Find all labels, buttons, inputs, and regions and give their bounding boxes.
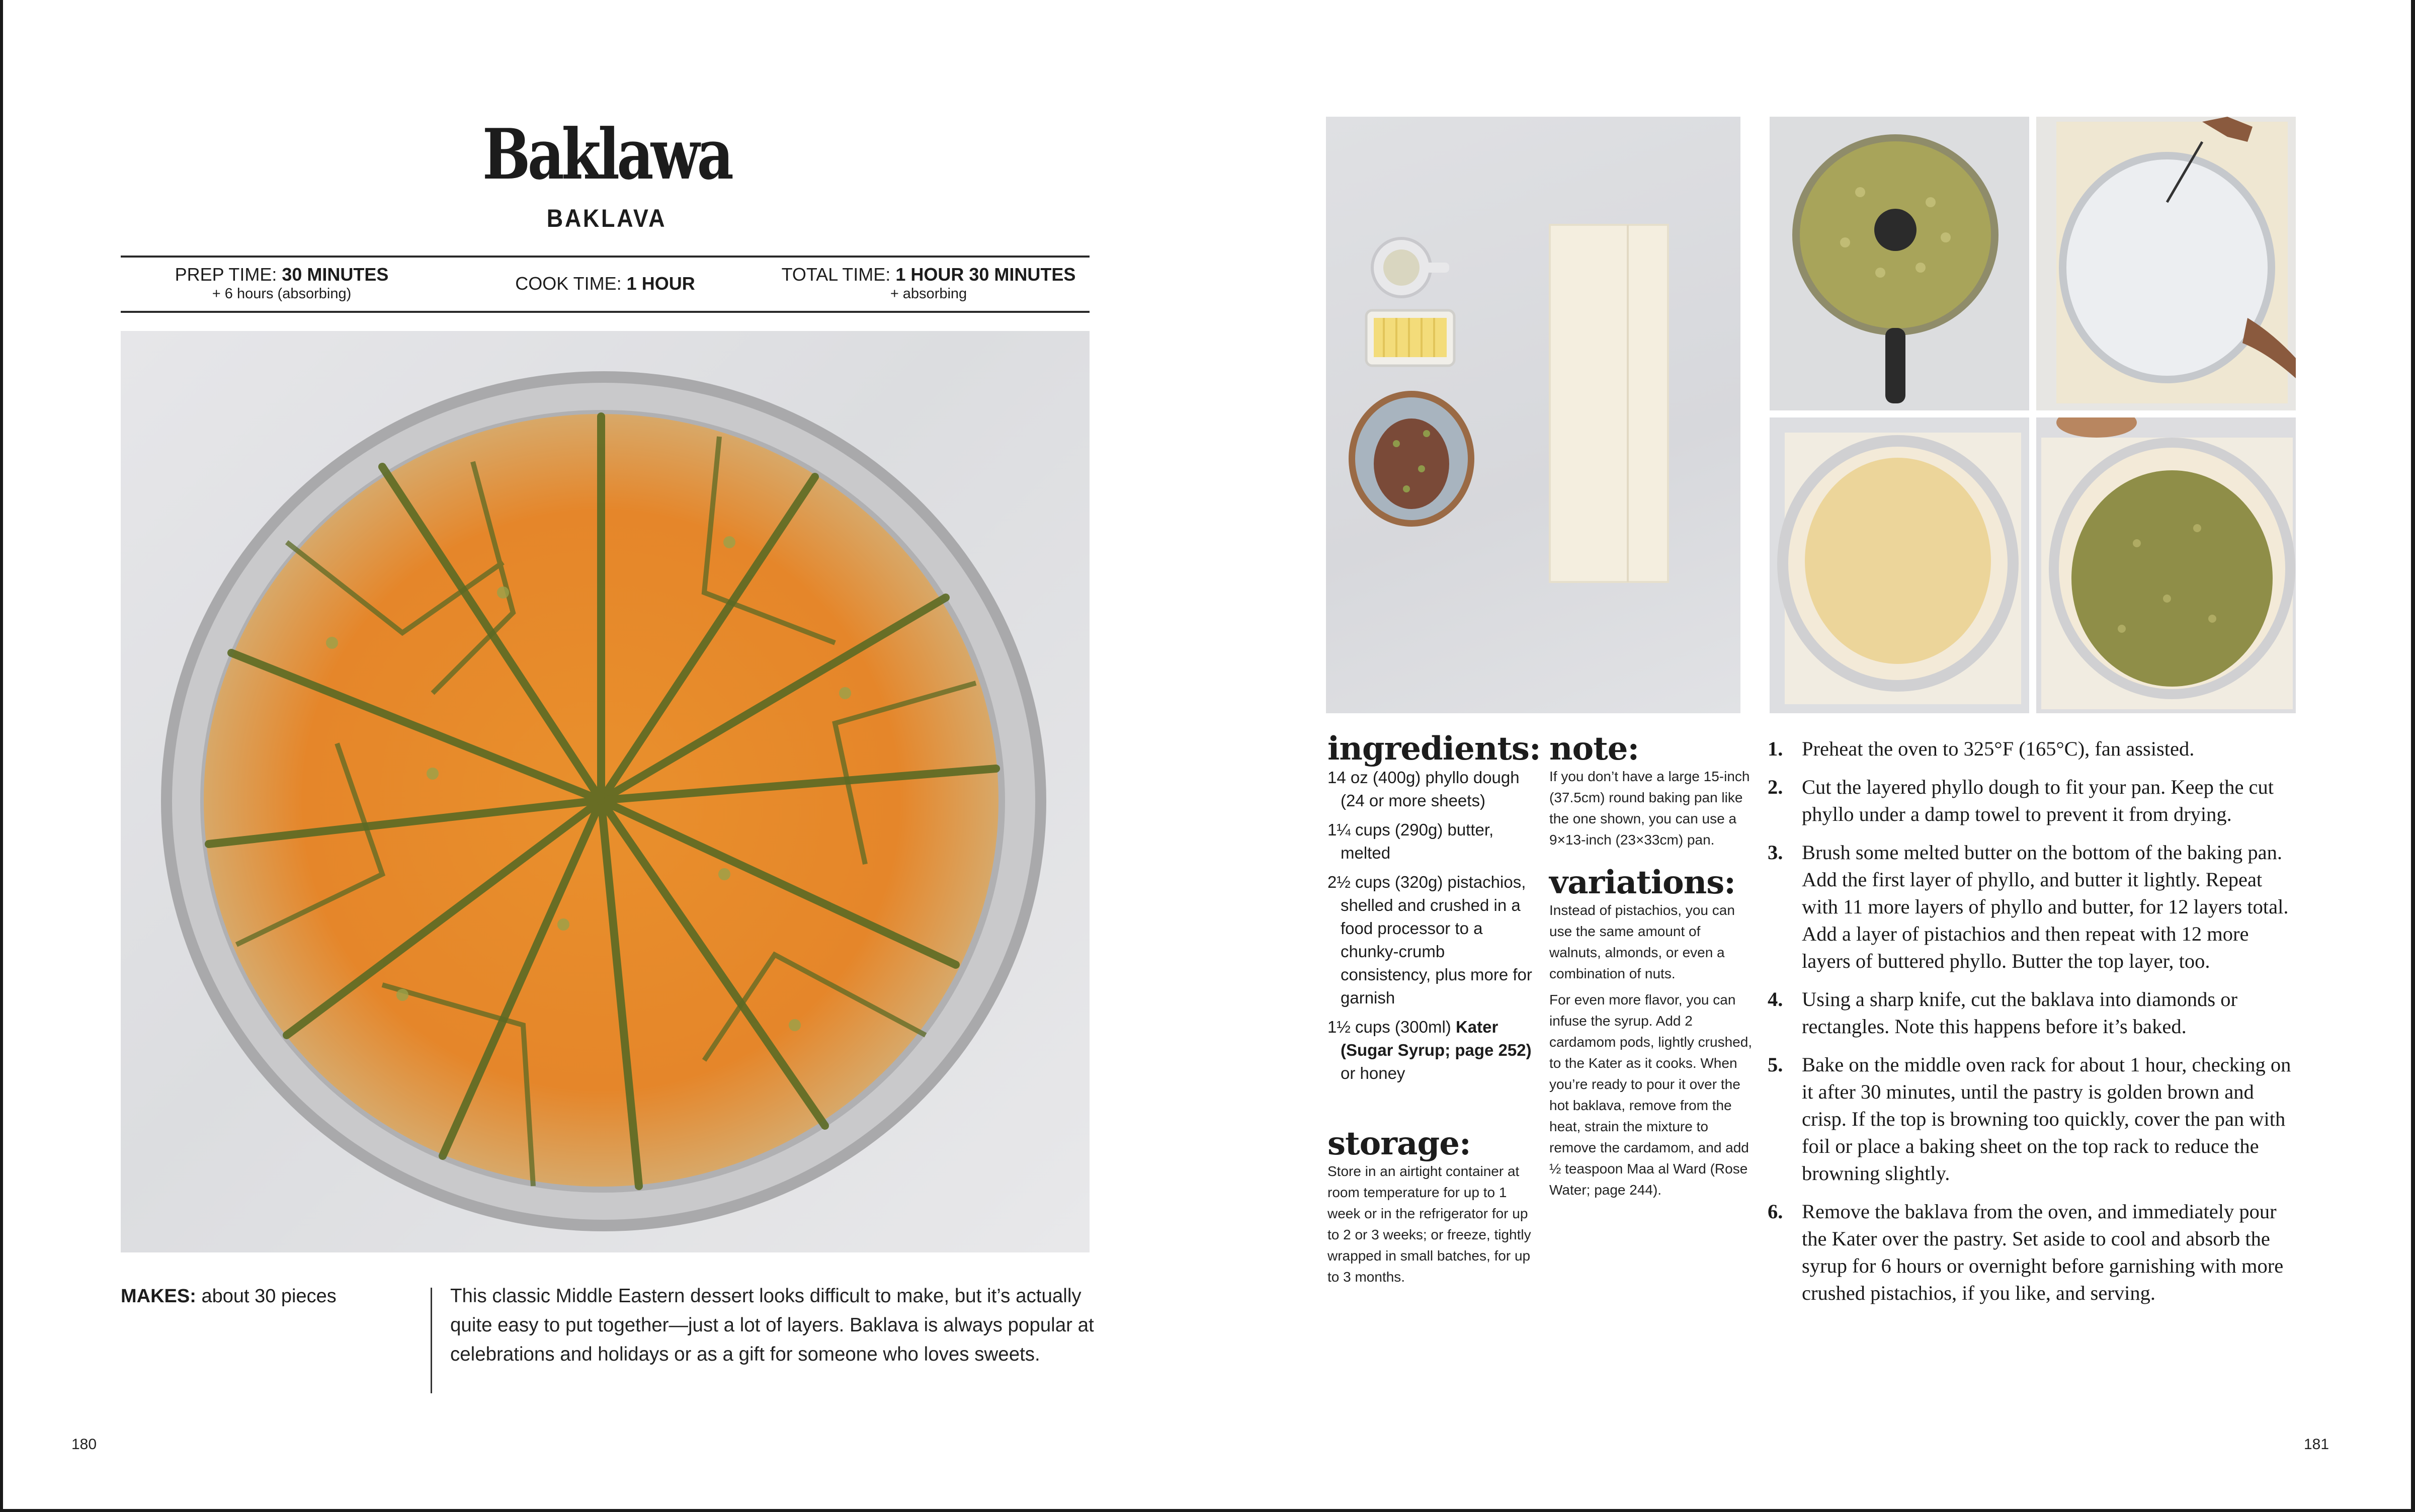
step-item <box>1768 839 2301 975</box>
ingredients-list <box>1327 766 1534 1085</box>
note-variations-column <box>1549 732 1756 1206</box>
vertical-divider <box>431 1288 432 1393</box>
page-number-left: 180 <box>71 1436 97 1453</box>
step-number: 4. <box>1768 988 1783 1011</box>
step-item <box>1768 735 2301 763</box>
step-text: Using a sharp knife, cut the baklava into diamonds or rectangles. Note this happens before it’s baked. <box>1802 988 2238 1038</box>
ingredients-photo <box>1326 117 1740 713</box>
ingredient-text: 2½ cups (320g) pistachios, shelled and crushed in a food processor to a chunky-crumb consistency, plus more for garnish <box>1327 873 1532 1007</box>
step-number: 6. <box>1768 1200 1783 1223</box>
prep-time-note: + 6 hours (absorbing) <box>212 286 352 302</box>
cutting-phyllo-photo <box>2036 117 2296 410</box>
baklava-hero-photo <box>121 331 1090 1252</box>
note-heading: note: <box>1549 730 1639 768</box>
total-time-value: 1 HOUR 30 MINUTES <box>895 264 1076 285</box>
step-number: 3. <box>1768 841 1783 864</box>
pistachio-layer-illustration <box>2036 417 2296 713</box>
book-spread <box>3 0 2411 1509</box>
ingredient-link-kater: Kater (Sugar Syrup; page 252) <box>1341 1018 1532 1059</box>
step-text: Brush some melted butter on the bottom of the baking pan. Add the first layer of phyllo, and butter it lightly. Repeat with 11 more layers of phyllo and butter, for 12 layers total. Add a layer of pistachios and then repeat with 12 more layers of buttered phyllo. Butter the top layer, too. <box>1802 841 2289 972</box>
food-processor-photo <box>1770 117 2029 410</box>
note-text: If you don’t have a large 15-inch (37.5cm) round baking pan like the one shown, you can use a 9×13-inch (23×33cm) pan. <box>1549 769 1750 848</box>
ingredient-item <box>1327 818 1534 865</box>
cook-time <box>443 273 768 295</box>
cook-time-label: COOK TIME: <box>515 273 627 294</box>
storage-section <box>1327 1127 1534 1288</box>
ingredient-text: 14 oz (400g) phyllo dough (24 or more sheets) <box>1327 768 1520 810</box>
step-text: Bake on the middle oven rack for about 1 hour, checking on it after 30 minutes, until the pastry is golden brown and crisp. If the top is browning too quickly, cover the pan with foil or place a baking sheet on the top rack to reduce the browning slightly. <box>1802 1053 2291 1185</box>
total-time-note: + absorbing <box>890 286 967 302</box>
ingredients-heading: ingredients: <box>1327 730 1541 768</box>
food-processor-illustration <box>1770 117 2029 410</box>
yield-value: about 30 pieces <box>196 1286 337 1307</box>
step-text: Remove the baklava from the oven, and immediately pour the Kater over the pastry. Set aside to cool and absorb the syrup for 6 hours or overnight before garnishing with more crushed pistachios, if you like, and serving. <box>1802 1200 2284 1304</box>
recipe-title: Baklawa <box>482 113 731 195</box>
header-bottom-rule <box>121 311 1090 313</box>
step-text: Preheat the oven to 325°F (165°C), fan assisted. <box>1802 737 2195 760</box>
recipe-description: This classic Middle Eastern dessert looks difficult to make, but it’s actually quite easy to put together—just a lot of layers. Baklava is always popular at celebrations and holidays or as a gift for someone who loves sweets. <box>450 1285 1094 1365</box>
total-time <box>768 264 1090 302</box>
ingredient-item <box>1327 766 1534 812</box>
ingredient-item <box>1327 1016 1534 1085</box>
prep-time-value: 30 MINUTES <box>282 264 389 285</box>
method-steps <box>1768 735 2301 1318</box>
pistachio-layer-photo <box>2036 417 2296 713</box>
baklava-pan-illustration <box>121 331 1090 1252</box>
prep-time-label: PREP TIME: <box>175 264 282 285</box>
ingredient-text: or honey <box>1341 1064 1405 1082</box>
step-number: 5. <box>1768 1053 1783 1076</box>
phyllo-layers-illustration <box>1770 417 2029 713</box>
variations-heading: variations: <box>1549 864 1735 901</box>
ingredients-illustration <box>1326 117 1740 713</box>
storage-heading: storage: <box>1327 1125 1471 1162</box>
total-time-label: TOTAL TIME: <box>781 264 896 285</box>
ingredients-section <box>1327 730 1541 1091</box>
step-item <box>1768 1198 2301 1307</box>
storage-text: Store in an airtight container at room temperature for up to 1 week or in the refrigerator for up to 2 or 3 weeks; or freeze, tightly wrapped in small batches, for up to 3 months. <box>1327 1163 1531 1285</box>
cutting-phyllo-illustration <box>2036 117 2296 410</box>
step-item <box>1768 1051 2301 1187</box>
prep-time <box>121 264 443 302</box>
step-item <box>1768 774 2301 828</box>
phyllo-layers-photo <box>1770 417 2029 713</box>
recipe-subtitle: BAKLAVA <box>546 204 667 232</box>
variation-text: Instead of pistachios, you can use the same amount of walnuts, almonds, or even a combination of nuts. <box>1549 902 1735 981</box>
step-number: 2. <box>1768 776 1783 798</box>
yield-label: MAKES: <box>121 1286 196 1307</box>
step-item <box>1768 986 2301 1040</box>
ingredient-text: 1¼ cups (290g) butter, melted <box>1327 820 1494 862</box>
step-number: 1. <box>1768 737 1783 760</box>
yield <box>121 1286 337 1307</box>
header-top-rule <box>121 256 1090 258</box>
cook-time-value: 1 HOUR <box>626 273 695 294</box>
step-text: Cut the layered phyllo dough to fit your pan. Keep the cut phyllo under a damp towel to prevent it from drying. <box>1802 776 2274 825</box>
page-number-right: 181 <box>2304 1436 2329 1453</box>
variation-text: For even more flavor, you can infuse the syrup. Add 2 cardamom pods, lightly crushed, to the Kater as it cooks. When you’re ready to pour it over the hot baklava, remove from the heat, strain the mixture to remove the cardamom, and add ½ teaspoon Maa al Ward (Rose Water; page 244). <box>1549 992 1753 1198</box>
ingredient-text: 1½ cups (300ml) <box>1327 1018 1456 1036</box>
ingredient-item <box>1327 871 1534 1010</box>
